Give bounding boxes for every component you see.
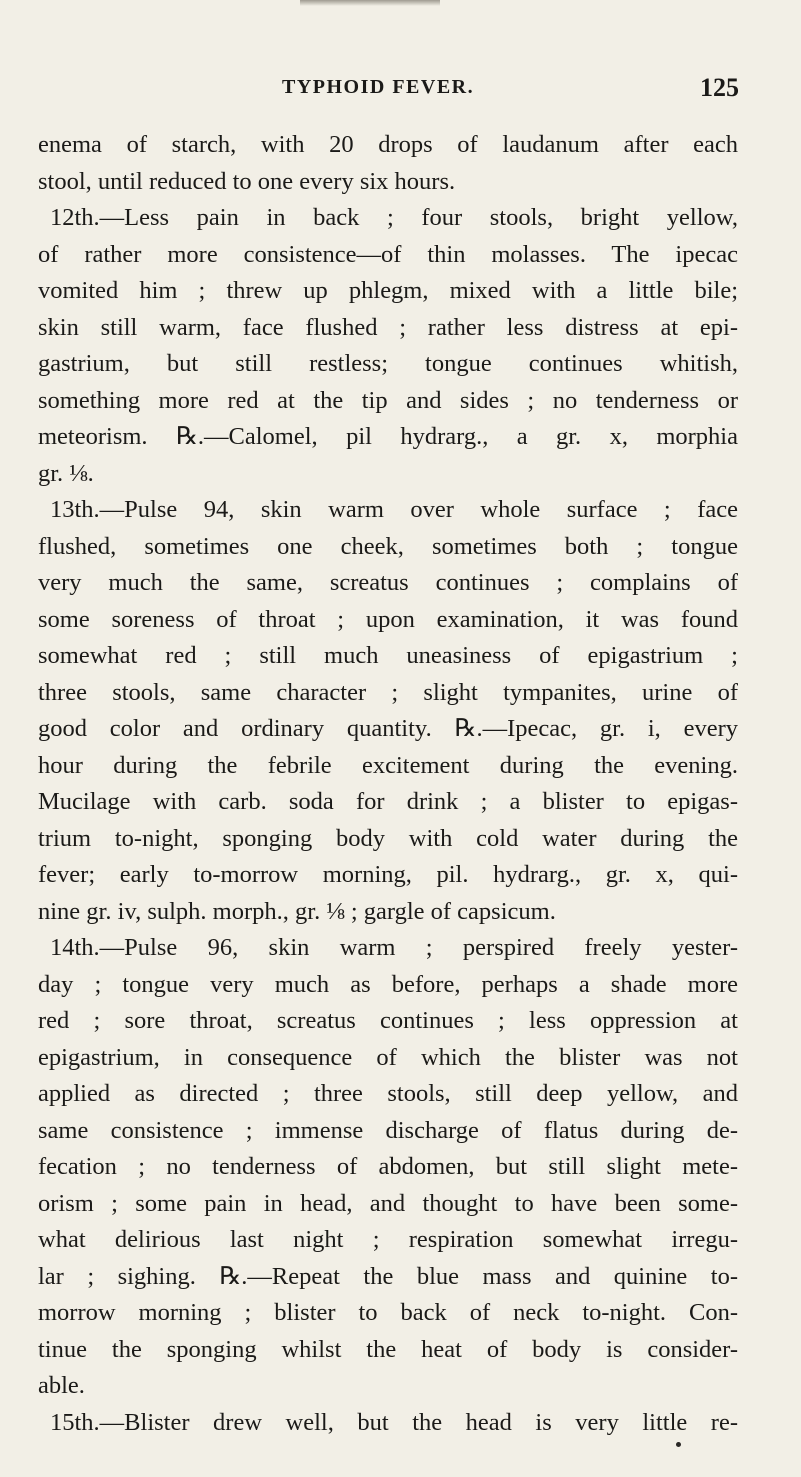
text-line: nine gr. iv, sulph. morph., gr. ⅛ ; gargle of capsicum. [38, 897, 556, 925]
text-line: hour during the febrile excitement during the evening. [38, 751, 738, 779]
text-line: applied as directed ; three stools, still deep yellow, and [38, 1080, 738, 1107]
entry-12th: 12th.—Less pain in back ; four stools, bright yellow, [50, 204, 738, 231]
entry-14th: 14th.—Pulse 96, skin warm ; perspired freely yester- [50, 934, 738, 961]
text-line: of rather more consistence—of thin molasses. The ipecac [38, 240, 738, 268]
text-line: gr. ⅛. [38, 459, 94, 487]
text-line: day ; tongue very much as before, perhaps a shade more [38, 970, 738, 998]
text-line: meteorism. ℞.—Calomel, pil hydrarg., a gr. x, morphia [38, 423, 738, 450]
body-text [38, 127, 738, 1467]
text-line: lar ; sighing. ℞.—Repeat the blue mass and quinine to- [38, 1262, 738, 1290]
text-line: vomited him ; threw up phlegm, mixed with a little bile; [38, 277, 738, 304]
text-line: fever; early to-morrow morning, pil. hydrarg., gr. x, qui- [38, 861, 738, 888]
page-edge-shadow [300, 0, 440, 6]
text-line: Mucilage with carb. soda for drink ; a blister to epigas- [38, 788, 738, 815]
entry-15th: 15th.—Blister drew well, but the head is very little re- [50, 1408, 738, 1436]
text-line: trium to-night, sponging body with cold water during the [38, 824, 738, 852]
ink-speck [676, 1442, 681, 1447]
entry-13th: 13th.—Pulse 94, skin warm over whole surface ; face [50, 496, 738, 523]
text-line: flushed, sometimes one cheek, sometimes both ; tongue [38, 532, 738, 560]
text-line: morrow morning ; blister to back of neck to-night. Con- [38, 1299, 738, 1326]
text-line: what delirious last night ; respiration somewhat irregu- [38, 1226, 738, 1253]
text-line: some soreness of throat ; upon examination, it was found [38, 605, 738, 633]
text-line: red ; sore throat, screatus continues ; less oppression at [38, 1007, 738, 1034]
text-line: stool, until reduced to one every six hours. [38, 167, 456, 195]
text-line: skin still warm, face flushed ; rather less distress at epi- [38, 313, 738, 341]
text-line: same consistence ; immense discharge of flatus during de- [38, 1116, 738, 1144]
page-header [0, 73, 801, 106]
text-line: orism ; some pain in head, and thought to have been some- [38, 1189, 738, 1217]
text-line: epigastrium, in consequence of which the blister was not [38, 1043, 738, 1071]
text-line: something more red at the tip and sides ; no tenderness or [38, 386, 738, 414]
text-line: gastrium, but still restless; tongue continues whitish, [38, 350, 738, 377]
running-title: TYPHOID FEVER. [282, 76, 475, 98]
text-line: tinue the sponging whilst the heat of body is consider- [38, 1335, 738, 1363]
text-line: good color and ordinary quantity. ℞.—Ipecac, gr. i, every [38, 715, 738, 742]
text-line: three stools, same character ; slight tympanites, urine of [38, 678, 738, 706]
text-line: able. [38, 1372, 85, 1399]
text-line: very much the same, screatus continues ; complains of [38, 569, 738, 596]
text-line: enema of starch, with 20 drops of laudanum after each [38, 131, 738, 158]
text-line: somewhat red ; still much uneasiness of epigastrium ; [38, 642, 738, 669]
page-number: 125 [700, 73, 739, 102]
text-line: fecation ; no tenderness of abdomen, but still slight mete- [38, 1153, 738, 1180]
